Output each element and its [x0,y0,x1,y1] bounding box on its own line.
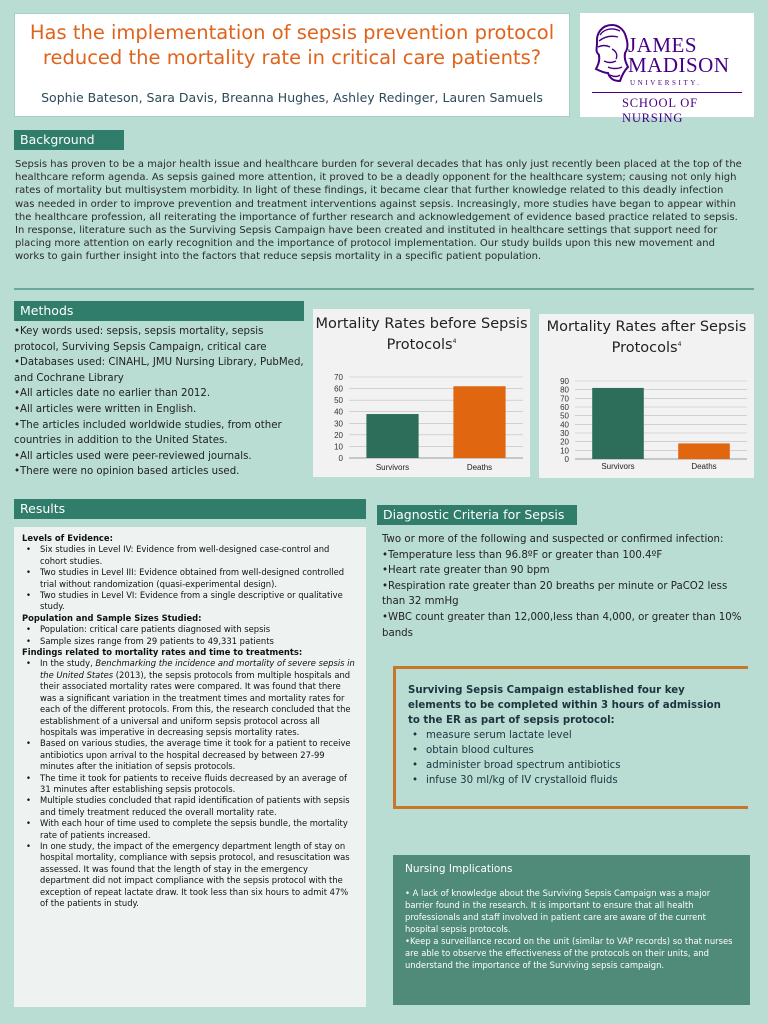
findings-list [22,658,358,909]
list-item: • measure serum lactate level [408,728,736,743]
y-tick-label: 0 [338,454,343,463]
methods-item: •Key words used: sepsis, sepsis mortality, sepsis protocol, Surviving Sepsis Campaign, critical care [14,326,267,353]
methods-item: •Databases used: CINAHL, JMU Nursing Library, PubMed, and Cochrane Library [14,357,304,384]
methods-item: •All articles used were peer-reviewed journals. [14,450,252,462]
y-tick-label: 90 [560,377,569,386]
chart-title-line-1: Mortality Rates before Sepsis [315,316,528,332]
results-panel [14,527,366,1007]
list-item: •Heart rate greater than 90 bpm [382,565,550,577]
logo-wordmark-madison: MADISON [628,53,730,77]
list-item: • administer broad spectrum antibiotics [408,758,736,773]
results-header: Results [14,499,366,519]
chart-title-line-1: Mortality Rates after Sepsis [546,319,747,335]
population-list [22,624,358,647]
methods-header: Methods [14,301,304,321]
nursing-implications-title: Nursing Implications [405,863,513,875]
y-tick-label: 50 [560,411,569,421]
logo-wordmark-university: UNIVERSITY. [630,79,702,87]
section-divider [14,288,754,290]
nursing-paragraph: •Keep a surveillance record on the unit (similar to VAP records) so that nurses are able to observe the effectiveness of the protocols on their units, and understand the importance of the Surviving sepsis campaign. [405,936,733,970]
methods-item: •All articles date no earlier than 2012. [14,388,211,400]
x-tick-label: Deaths [466,463,493,472]
background-header: Background [14,130,124,150]
diagnostic-header: Diagnostic Criteria for Sepsis [377,505,577,525]
y-tick-label: 30 [560,429,569,438]
background-text: Sepsis has proven to be a major health issue and healthcare burden for several decades that has only just recently been placed at the top of the healthcare reform agenda. As sepsis gained more attention, it proved to be a deadly opponent for the healthcare system; causing not only high rates of mortality but multisystem morbidity. In light of these findings, it became clear that further knowledge related to this deadly infection was needed in order to improve prevention and treatment interventions against sepsis. Increasingly, more studies have began to appear within the healthcare profession, all reiterating the importance of further research and acknowledgement of evidence based practice related to sepsis. In response, literature such as the Surviving Sepsis Campaign have been created and instituted in healthcare settings that support need for placing more attention on early recognition and the importance of protocol implementation. Our study builds upon this new movement and works to gain further insight into the factors that reduce sepsis mortality in a specific patient population. [15,159,742,263]
x-tick-label: Survivors [601,462,635,471]
poster-title-line-1: Has the implementation of sepsis prevention protocol [29,21,555,44]
logo-school-of-nursing: SCHOOL OF NURSING [622,96,698,125]
population-title: Population and Sample Sizes Studied: [22,612,202,623]
chart-title-reference: 4 [452,338,457,345]
methods-list [14,324,304,480]
logo-wordmark-james: JAMES [628,33,698,57]
poster-title [15,20,569,70]
y-tick-label: 10 [334,442,343,452]
diagnostic-criteria-list [382,532,748,641]
list-item: •Temperature less than 96.8ºF or greater than 100.4ºF [382,549,663,561]
x-tick-label: Survivors [375,463,410,472]
x-tick-label: Deaths [691,462,717,471]
chart-title-line-2: Protocols [611,339,678,356]
levels-of-evidence-list [22,544,358,612]
list-item: • obtain blood cultures [408,743,736,758]
finding-text: (2013), the sepsis protocols from multiple hospitals and their associated mortality rates were compared. It was found that there was a significant variation in the treatment times and mortality rates for each of the different protocols. From this, the research concluded that the establishment of a universal and uniform sepsis protocol across all hospitals was imperative in decreasing sepsis mortality rates. [40,669,351,737]
y-tick-label: 30 [334,419,343,429]
methods-item: •All articles were written in English. [14,403,197,415]
methods-item: •There were no opinion based articles used. [14,466,240,478]
author-list: Sophie Bateson, Sara Davis, Breanna Hughes, Ashley Redinger, Lauren Samuels [41,90,543,105]
bar-deaths [453,386,505,458]
y-tick-label: 40 [334,407,343,417]
list-item: • Sample sizes range from 29 patients to 49,331 patients [22,636,358,647]
y-tick-label: 70 [560,394,569,404]
list-item: •Respiration rate greater than 20 breaths per minute or PaCO2 less than 32 mmHg [382,580,728,608]
list-item [22,658,358,738]
study-title: Benchmarking the incidence and mortality of severe sepsis in the United States [40,658,355,680]
y-tick-label: 60 [560,403,569,412]
chart-title-reference: 4 [677,341,682,348]
levels-of-evidence-title: Levels of Evidence: [22,533,113,543]
bar-survivors [366,414,418,458]
y-tick-label: 20 [334,430,343,440]
chart-title-line-2: Protocols [386,336,453,353]
logo-divider [592,92,742,93]
list-item: • In one study, the impact of the emergency department length of stay on hospital mortality, compliance with sepsis protocol, and resuscitation was assessed. It was found that the length of stay in the emergency department did not impact compliance with the sepsis protocol with the exception of repeat lactate draw. It took less than six hours to admit 47% of the patients in study. [22,841,358,909]
list-item: • Based on various studies, the average time it took for a patient to receive antibiotics upon arrival to the hospital decreased by between 27-99 minutes after the initiation of sepsis protocols. [22,738,358,772]
list-item: • Two studies in Level VI: Evidence from a single descriptive or qualitative study. [22,590,358,613]
campaign-callout [393,666,748,809]
list-item: Two or more of the following and suspected or confirmed infection: [382,534,724,545]
methods-item: •The articles included worldwide studies, from other countries in addition to the United States. [14,419,282,447]
poster-title-line-2: reduced the mortality rate in critical care patients? [42,46,542,69]
y-tick-label: 0 [564,455,569,464]
chart-after-protocols [539,314,754,478]
y-tick-label: 70 [334,373,343,382]
y-tick-label: 50 [334,396,343,406]
list-item: • Six studies in Level IV: Evidence from well-designed case-control and cohort studies. [22,544,358,567]
list-item: • Two studies in Level III: Evidence obtained from well-designed controlled trial without randomization (quasi-experimental design). [22,567,358,590]
title-panel [14,13,570,117]
y-tick-label: 80 [560,385,569,395]
bar-survivors [592,388,644,459]
chart-before-protocols [313,309,530,477]
chart-plot [539,314,754,478]
list-item: • infuse 30 ml/kg of IV crystalloid fluids [408,773,736,788]
list-item: •WBC count greater than 12,000,less than 4,000, or greater than 10% bands [382,611,742,639]
bar-deaths [678,443,730,459]
findings-title: Findings related to mortality rates and time to treatments: [22,647,303,658]
campaign-list [408,728,736,788]
nursing-implications-panel [393,855,750,1005]
list-item: • Population: critical care patients diagnosed with sepsis [22,624,358,635]
nursing-paragraph: • A lack of knowledge about the Surviving Sepsis Campaign was a major barrier found in the research. It is important to ensure that all health professionals and staff involved in patient care are aware of the current hospital sepsis protocols. [405,888,711,934]
chart-plot [313,309,530,477]
finding-text: In the study, [40,658,96,669]
list-item: • The time it took for patients to receive fluids decreased by an average of 31 minutes after establishing sepsis protocols. [22,773,358,796]
y-tick-label: 40 [560,420,569,430]
university-logo [580,13,754,125]
list-item: • With each hour of time used to complete the sepsis bundle, the mortality rate of patients increased. [22,818,358,841]
y-tick-label: 20 [560,437,569,447]
list-item: • Multiple studies concluded that rapid identification of patients with sepsis and timely treatment reduced the overall mortality rate. [22,795,358,818]
y-tick-label: 60 [334,384,343,394]
y-tick-label: 10 [560,446,569,456]
campaign-heading: Surviving Sepsis Campaign established four key elements to be completed within 3 hours of admission to the ER as part of sepsis protocol: [408,685,721,726]
